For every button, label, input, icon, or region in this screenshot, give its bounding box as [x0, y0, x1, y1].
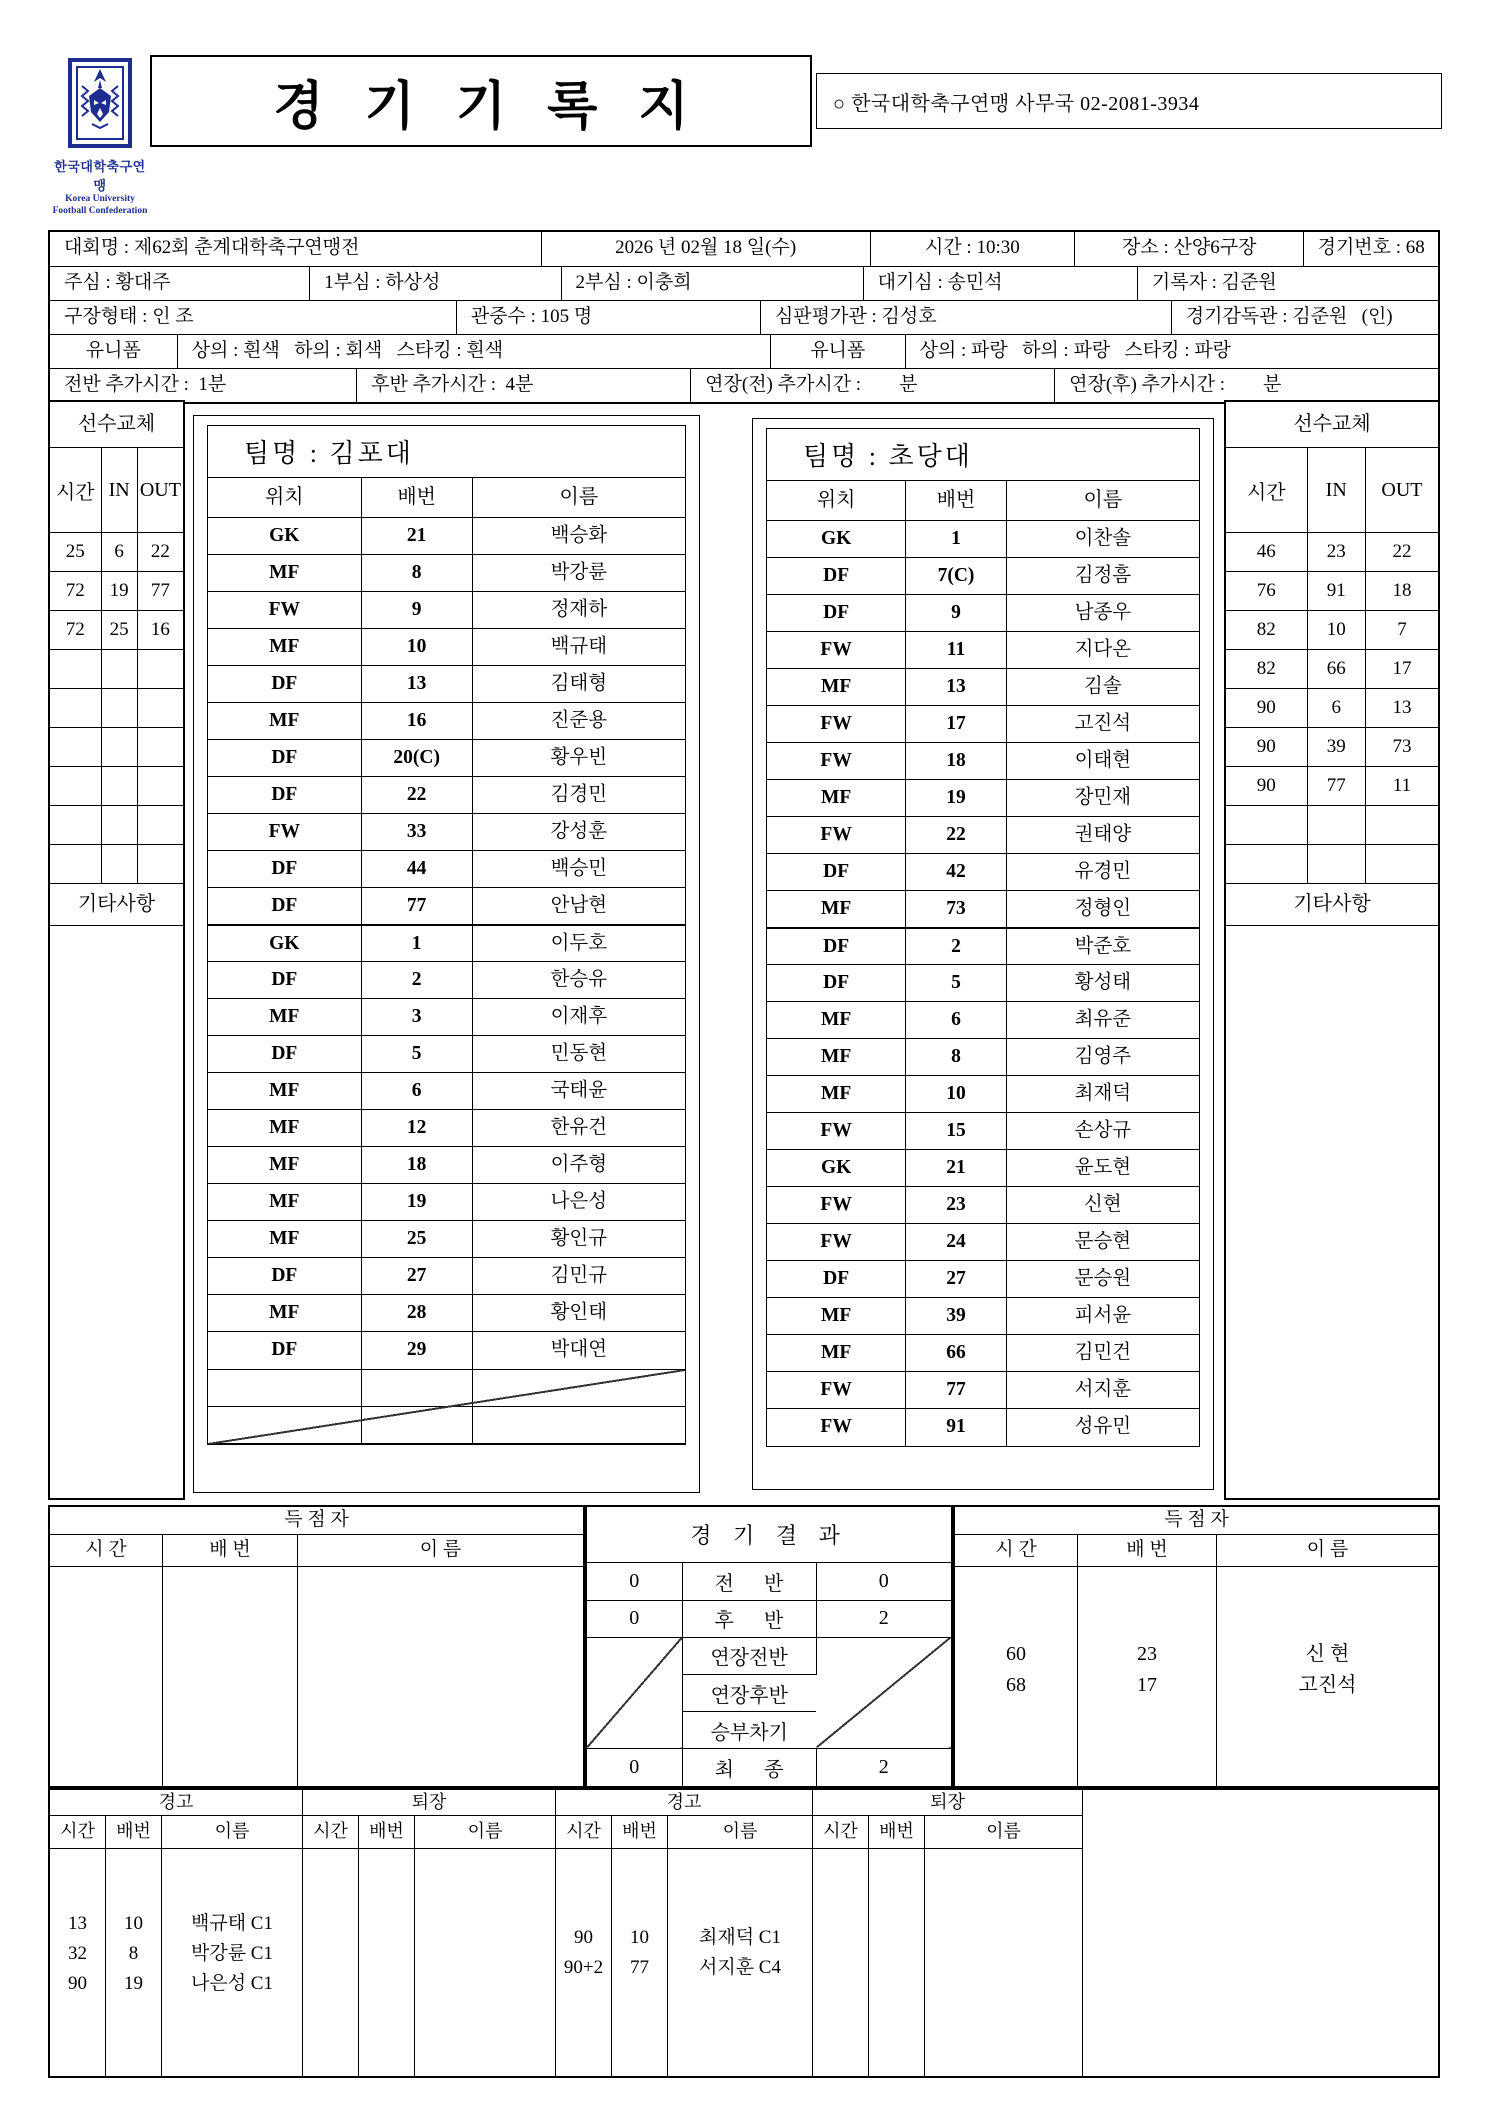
referee: 주심 : 황대주 [64, 272, 171, 293]
substitution-row [50, 845, 183, 884]
col-number: 배번 [905, 481, 1007, 520]
team-left-name: 팀명 : 김포대 [208, 426, 685, 478]
player-row: MF 10 최재덕 [767, 1076, 1199, 1113]
substitution-row: 72 19 77 [50, 572, 183, 611]
player-row: MF 12 한유건 [208, 1110, 685, 1147]
team-right-roster [766, 428, 1200, 1447]
cautions-left-table [50, 1790, 302, 2076]
roster-rows [767, 521, 1199, 1446]
caution-time: 90 [574, 1927, 593, 1948]
player-row: DF 42 유경민 [767, 854, 1199, 891]
sendoffs-title: 퇴장 [813, 1790, 1082, 1816]
caution-name: 나은성 C1 [191, 1973, 273, 1994]
col-time: 시간 [313, 1821, 348, 1841]
player-row: MF 18 이주형 [208, 1147, 685, 1184]
col-time: 시 간 [995, 1539, 1037, 1560]
substitution-row: 72 25 16 [50, 611, 183, 650]
team-right-name: 팀명 : 초당대 [767, 429, 1199, 481]
substitution-row: 46 23 22 [1226, 533, 1438, 572]
caution-time: 13 [68, 1913, 87, 1934]
col-time: 시간 [60, 1821, 95, 1841]
substitutions-title: 선수교체 [1226, 402, 1438, 448]
player-row: MF 13 김솔 [767, 669, 1199, 706]
substitutions-right-panel [1224, 400, 1440, 1500]
player-row: MF 39 피서윤 [767, 1298, 1199, 1335]
assistant-referee-2: 2부심 : 이충희 [561, 267, 863, 300]
col-number: 배번 [361, 478, 473, 517]
caution-name: 박강륜 C1 [191, 1943, 273, 1964]
scorers-body [955, 1567, 1438, 1786]
player-row: DF 22 김경민 [208, 777, 685, 814]
player-row: GK 21 백승화 [208, 518, 685, 555]
sendoffs-left-table [302, 1790, 555, 2076]
col-in: IN [101, 448, 138, 532]
substitution-row: 82 10 7 [1226, 611, 1438, 650]
col-name: 이 름 [1306, 1539, 1349, 1560]
match-number: 경기번호 : 68 [1303, 232, 1438, 266]
player-row: FW 23 신현 [767, 1187, 1199, 1224]
info-row-competition [50, 232, 1438, 266]
home-final-score: 0 [587, 1749, 682, 1786]
substitution-row [50, 767, 183, 806]
cautions-right-table [555, 1790, 812, 2076]
team-left-roster [207, 425, 686, 1445]
player-row: FW 17 고진석 [767, 706, 1199, 743]
info-row-uniforms [50, 334, 1438, 368]
match-info-table [48, 230, 1440, 404]
substitutions-header [1226, 448, 1438, 533]
match-date: 2026 년 02월 18 일(수) [541, 232, 870, 266]
match-time: 시간 : 10:30 [870, 232, 1074, 266]
player-row: MF 66 김민건 [767, 1335, 1199, 1372]
player-row: DF 27 김민규 [208, 1258, 685, 1295]
federation-logo [50, 52, 150, 218]
second-half-label: 후 반 [682, 1600, 816, 1637]
player-row: DF 27 문승원 [767, 1261, 1199, 1298]
pitch-type: 구장형태 : 인 조 [64, 306, 194, 327]
misc-notes-area [1226, 926, 1438, 1498]
home-extra-time-strike [587, 1637, 682, 1748]
sendoffs-title: 퇴장 [303, 1790, 555, 1816]
col-name: 이름 [559, 486, 599, 508]
misc-notes-label: 기타사항 [50, 884, 183, 926]
roster-header [208, 478, 685, 518]
player-row: MF 19 나은성 [208, 1184, 685, 1221]
venue: 장소 : 산양6구장 [1074, 232, 1303, 266]
player-row: MF 8 김영주 [767, 1039, 1199, 1076]
sendoffs-right-table [812, 1790, 1082, 2076]
player-row: FW 33 강성훈 [208, 814, 685, 851]
player-row: DF 2 박준호 [767, 928, 1199, 965]
substitution-row: 90 6 13 [1226, 689, 1438, 728]
player-row: GK 1 이두호 [208, 925, 685, 962]
et-second-label: 연장후반 [682, 1674, 816, 1711]
col-position: 위치 [264, 486, 304, 508]
empty-crossed-rows [208, 1369, 685, 1444]
substitution-row [1226, 806, 1438, 845]
roster-header [767, 481, 1199, 521]
scorers-right-table [953, 1505, 1440, 1788]
player-row: MF 6 국태윤 [208, 1073, 685, 1110]
col-name: 이 름 [419, 1539, 462, 1560]
misc-notes-label: 기타사항 [1226, 884, 1438, 926]
caution-number: 10 [630, 1927, 649, 1948]
info-row-officials [50, 266, 1438, 300]
col-number: 배 번 [1077, 1535, 1217, 1566]
player-row: GK 21 윤도현 [767, 1150, 1199, 1187]
info-row-venue-admin [50, 300, 1438, 334]
federation-emblem-icon [68, 58, 132, 148]
attendance: 관중수 : 105 명 [456, 301, 760, 334]
player-row: FW 77 서지훈 [767, 1372, 1199, 1409]
caution-number: 10 [124, 1913, 143, 1934]
uniform-label-left: 유니폼 [85, 340, 141, 361]
substitution-row [50, 806, 183, 845]
discipline-section [48, 1788, 1440, 2078]
assistant-referee-1: 1부심 : 하상성 [309, 267, 560, 300]
player-row: FW 24 문승현 [767, 1224, 1199, 1261]
scorers-title: 득 점 자 [50, 1507, 583, 1535]
scorers-left-table [48, 1505, 585, 1788]
away-extra-time-strike [816, 1637, 951, 1748]
player-row: DF 5 황성태 [767, 965, 1199, 1002]
col-time: 시간 [566, 1821, 601, 1841]
substitutions-left-panel [48, 400, 185, 1500]
col-time: 시간 [823, 1821, 858, 1841]
goal-time: 68 [1006, 1674, 1026, 1696]
player-row: MF 25 황인규 [208, 1221, 685, 1258]
referee-assessor: 심판평가관 : 김성호 [760, 301, 1171, 334]
caution-time: 90 [68, 1973, 87, 1994]
away-second-half-score: 2 [816, 1600, 951, 1637]
player-row: GK 1 이찬솔 [767, 521, 1199, 558]
goal-scorer-number: 17 [1137, 1674, 1157, 1696]
penalties-label: 승부차기 [682, 1712, 816, 1749]
player-row: DF 20(C) 황우빈 [208, 740, 685, 777]
competition-name: 대회명 : 제62회 춘계대학축구연맹전 [64, 237, 360, 258]
sheet-header [50, 52, 1442, 218]
caution-number: 19 [124, 1973, 143, 1994]
substitution-row [50, 689, 183, 728]
info-row-added-time [50, 368, 1438, 402]
substitutions-header [50, 448, 183, 533]
goal-scorer-name: 신 현 [1305, 1643, 1350, 1665]
home-first-half-score: 0 [587, 1563, 682, 1600]
player-row: MF 73 정형인 [767, 891, 1199, 928]
caution-name: 최재덕 C1 [699, 1927, 781, 1948]
col-number: 배번 [868, 1816, 925, 1848]
caution-name: 서지훈 C4 [699, 1957, 781, 1978]
player-row: FW 22 권태양 [767, 817, 1199, 854]
uniform-left: 상의 : 흰색 하의 : 회색 스타킹 : 흰색 [177, 335, 770, 368]
col-time: 시간 [1246, 481, 1286, 504]
player-row: DF 13 김태형 [208, 666, 685, 703]
caution-number: 77 [630, 1957, 649, 1978]
home-second-half-score: 0 [587, 1600, 682, 1637]
goal-scorer-number: 23 [1137, 1643, 1157, 1665]
misc-notes-area [50, 926, 183, 1498]
player-row: MF 19 장민재 [767, 780, 1199, 817]
player-row: DF 77 안남현 [208, 888, 685, 925]
player-row: MF 6 최유준 [767, 1002, 1199, 1039]
added-time-first-half: 전반 추가시간 : 1분 [64, 374, 227, 395]
col-name: 이름 [986, 1821, 1021, 1841]
player-row: DF 2 한승유 [208, 962, 685, 999]
caution-name: 백규태 C1 [191, 1913, 273, 1934]
team-left-panel [193, 415, 700, 1493]
substitution-row [50, 728, 183, 767]
col-in: IN [1307, 448, 1366, 532]
col-number: 배 번 [162, 1535, 298, 1566]
scorers-header [955, 1535, 1438, 1567]
recorder: 기록자 : 김준원 [1137, 267, 1438, 300]
col-number: 배번 [611, 1816, 668, 1848]
logo-caption-en1: Korea University [65, 194, 135, 204]
cautions-title: 경고 [50, 1790, 302, 1816]
added-time-second-half: 후반 추가시간 : 4분 [356, 369, 690, 402]
col-out: OUT [139, 478, 181, 501]
player-row: DF 44 백승민 [208, 851, 685, 888]
player-row: MF 10 백규태 [208, 629, 685, 666]
uniform-label-right: 유니폼 [770, 335, 905, 368]
col-name: 이름 [1083, 489, 1123, 511]
substitution-row [1226, 845, 1438, 884]
substitution-row: 76 91 18 [1226, 572, 1438, 611]
player-row: MF 8 박강륜 [208, 555, 685, 592]
uniform-right: 상의 : 파랑 하의 : 파랑 스타킹 : 파랑 [905, 335, 1438, 368]
away-final-score: 2 [878, 1756, 889, 1779]
et-first-label: 연장전반 [682, 1637, 816, 1674]
scorers-header [50, 1535, 583, 1567]
player-row: DF 7(C) 김정흠 [767, 558, 1199, 595]
col-number: 배번 [358, 1816, 415, 1848]
caution-number: 8 [128, 1943, 139, 1964]
player-row: MF 28 황인태 [208, 1295, 685, 1332]
col-number: 배번 [105, 1816, 162, 1848]
col-name: 이름 [722, 1821, 758, 1841]
player-row: FW 11 지다온 [767, 632, 1199, 669]
roster-rows [208, 518, 685, 1369]
col-time: 시 간 [85, 1539, 127, 1560]
substitution-row: 82 66 17 [1226, 650, 1438, 689]
col-out: OUT [1381, 478, 1423, 501]
first-half-label: 전 반 [682, 1563, 816, 1600]
match-supervisor: 경기감독관 : 김준원 (인) [1171, 301, 1438, 334]
empty-cell [1082, 1790, 1438, 2076]
cautions-title: 경고 [556, 1790, 812, 1816]
player-row: DF 9 남종우 [767, 595, 1199, 632]
col-name: 이름 [214, 1821, 250, 1841]
substitutions-rows [50, 533, 183, 884]
substitution-row: 90 39 73 [1226, 728, 1438, 767]
substitution-row: 25 6 22 [50, 533, 183, 572]
caution-time: 32 [68, 1943, 87, 1964]
substitution-row [50, 650, 183, 689]
scorers-title: 득 점 자 [955, 1507, 1438, 1535]
player-row: MF 16 진준용 [208, 703, 685, 740]
col-position: 위치 [816, 489, 856, 511]
match-result-box [585, 1505, 953, 1788]
col-time: 시간 [55, 481, 95, 504]
player-row: FW 91 성유민 [767, 1409, 1199, 1446]
final-label: 최 종 [682, 1749, 816, 1786]
player-row: FW 18 이태현 [767, 743, 1199, 780]
player-row: DF 5 민동현 [208, 1036, 685, 1073]
col-name: 이름 [467, 1821, 503, 1841]
page-title: 경 기 기 록 지 [150, 55, 812, 147]
added-time-et1: 연장(전) 추가시간 : 분 [690, 369, 1054, 402]
player-row: FW 9 정재하 [208, 592, 685, 629]
substitutions-rows [1226, 533, 1438, 884]
logo-caption-en2: Football Confederation [52, 205, 148, 216]
diagonal-strike [208, 1370, 685, 1444]
player-row: MF 3 이재후 [208, 999, 685, 1036]
added-time-et2: 연장(후) 추가시간 : 분 [1054, 369, 1438, 402]
match-result-table [587, 1563, 951, 1786]
player-row: DF 29 박대연 [208, 1332, 685, 1369]
goal-time: 60 [1006, 1643, 1026, 1665]
substitutions-title: 선수교체 [50, 402, 183, 448]
federation-contact: ○ 한국대학축구연맹 사무국 02-2081-3934 [816, 73, 1442, 129]
scorers-body [50, 1567, 583, 1786]
fourth-official: 대기심 : 송민석 [863, 267, 1137, 300]
caution-time: 90+2 [563, 1957, 604, 1978]
goal-scorer-name: 고진석 [1298, 1674, 1357, 1696]
team-right-panel [752, 418, 1214, 1490]
away-first-half-score: 0 [816, 1563, 951, 1600]
logo-caption-kr: 한국대학축구연맹 [54, 159, 146, 193]
substitution-row: 90 77 11 [1226, 767, 1438, 806]
player-row: FW 15 손상규 [767, 1113, 1199, 1150]
match-result-title: 경 기 결 과 [587, 1507, 951, 1563]
